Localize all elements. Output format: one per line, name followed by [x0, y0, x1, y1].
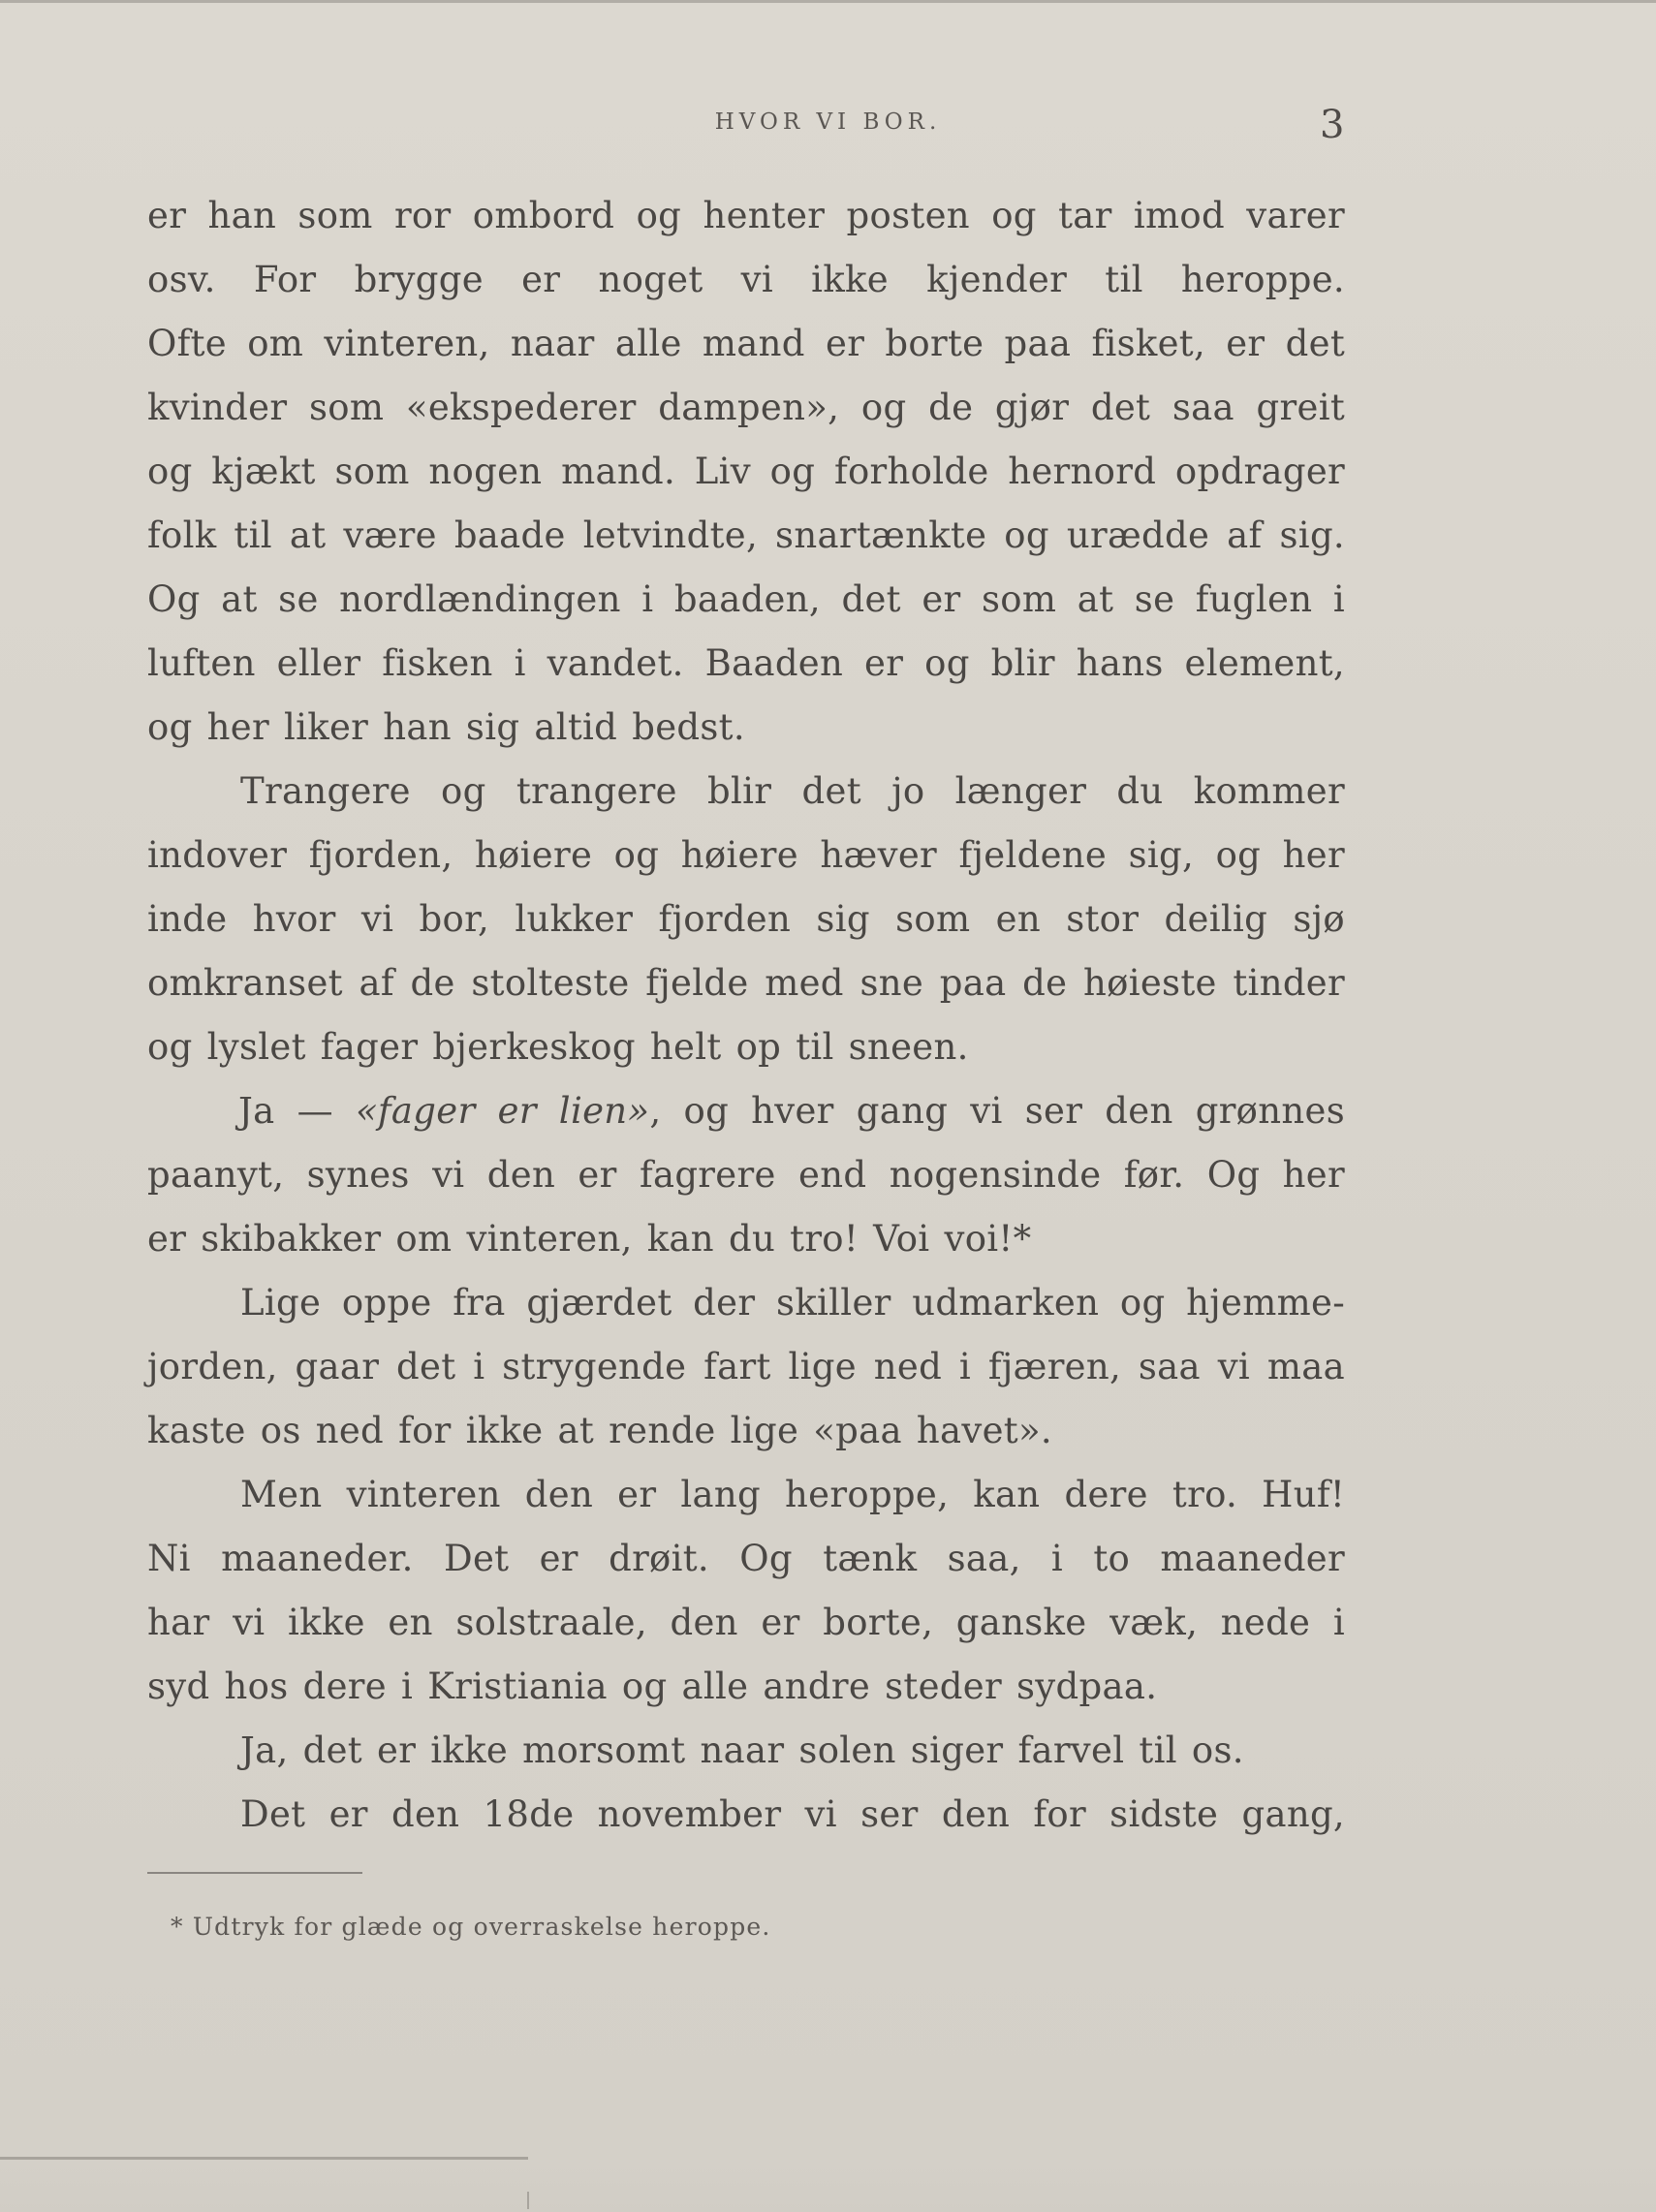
text-line: Og at se nordlændingen i baaden, det er som at se fuglen i: [147, 578, 1345, 620]
paragraph-line: Ja, det er ikke morsomt naar solen siger farvel til os.: [240, 1729, 1244, 1771]
footnote: * Udtryk for glæde og overraskelse heroppe.: [171, 1913, 771, 1941]
text-line: Ofte om vinteren, naar alle mand er borte paa fisket, er det: [147, 323, 1345, 364]
text-line: er han som ror ombord og henter posten og tar imod varer: [147, 195, 1345, 236]
text-line: og kjækt som nogen mand. Liv og forholde hernord opdrager: [147, 451, 1345, 492]
text-line: folk til at være baade letvindte, snartænkte og urædde af sig.: [147, 514, 1345, 556]
text-line: omkranset af de stolteste fjelde med sne paa de høieste tinder: [147, 962, 1345, 1004]
page-edge-scrap: [0, 2157, 528, 2160]
text-line: Ni maaneder. Det er drøit. Og tænk saa, i to maaneder: [147, 1538, 1345, 1579]
paragraph-first-line: Lige oppe fra gjærdet der skiller udmarken og hjemme-: [240, 1282, 1345, 1324]
italic-quote: «fager er lien»: [355, 1090, 650, 1132]
text-line: luften eller fisken i vandet. Baaden er og blir hans element,: [147, 642, 1345, 684]
paragraph-end-line: kaste os ned for ikke at rende lige «paa havet».: [147, 1410, 1052, 1451]
running-head: HVOR VI BOR.: [714, 109, 942, 135]
text-line: jorden, gaar det i strygende fart lige ned i fjæren, saa vi maa: [147, 1346, 1345, 1387]
paragraph-first-line: Det er den 18de november vi ser den for sidste gang,: [240, 1793, 1345, 1835]
paragraph-end-line: syd hos dere i Kristiania og alle andre steder sydpaa.: [147, 1666, 1158, 1707]
paragraph-end-line: og lyslet fager bjerkeskog helt op til sneen.: [147, 1026, 969, 1068]
paragraph-end-line: og her liker han sig altid bedst.: [147, 706, 745, 748]
page-bottom-margin: [0, 2160, 1656, 2212]
text-line: paanyt, synes vi den er fagrere end nogensinde før. Og her: [147, 1154, 1345, 1196]
paragraph-first-line: [147, 1079, 1345, 1143]
text-line: inde hvor vi bor, lukker fjorden sig som en stor deilig sjø: [147, 898, 1345, 940]
text-line: har vi ikke en solstraale, den er borte, ganske væk, nede i: [147, 1602, 1345, 1643]
paragraph-end-line: er skibakker om vinteren, kan du tro! Voi voi!*: [147, 1218, 1032, 1260]
text-fragment: Ja —: [238, 1090, 333, 1132]
page-top-edge: [0, 0, 1656, 3]
body-text: [147, 184, 1345, 1847]
text-line: indover fjorden, høiere og høiere hæver fjeldene sig, og her: [147, 834, 1345, 876]
paragraph-first-line: Men vinteren den er lang heroppe, kan dere tro. Huf!: [240, 1474, 1345, 1515]
footnote-divider: [147, 1872, 362, 1874]
text-fragment: , og hver gang vi ser den grønnes: [649, 1090, 1345, 1132]
paragraph-first-line: Trangere og trangere blir det jo længer du kommer: [240, 770, 1345, 812]
text-line: kvinder som «ekspederer dampen», og de gjør det saa greit: [147, 387, 1345, 428]
text-line: osv. For brygge er noget vi ikke kjender til heroppe.: [147, 259, 1345, 300]
page-number: 3: [1320, 103, 1345, 147]
page-edge-mark: [527, 2192, 529, 2209]
